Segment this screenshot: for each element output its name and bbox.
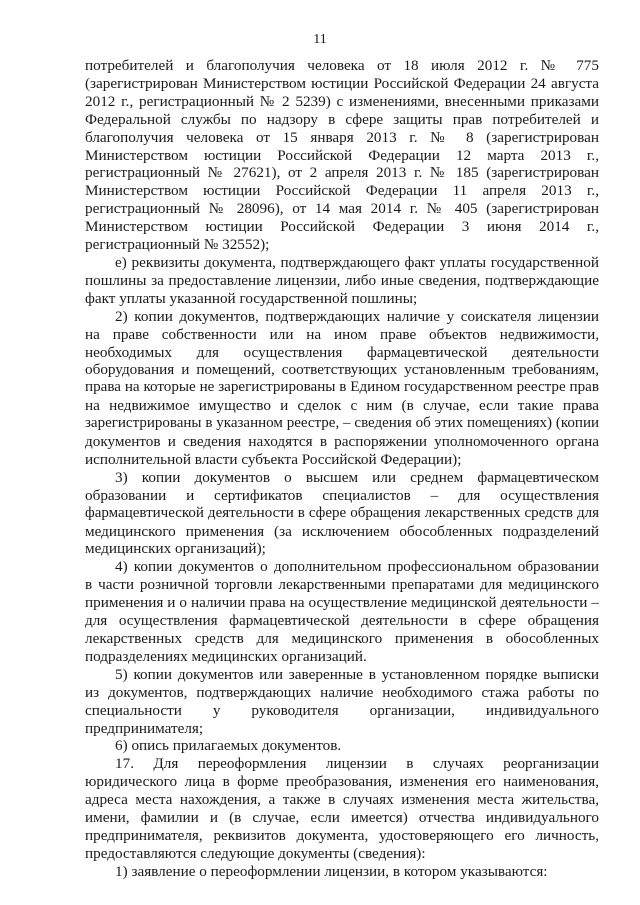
- text-line: образовании и сертификатов специалистов – для осуществления: [85, 486, 599, 504]
- text-line: пошлины за предоставление лицензии, либо иные сведения, подтверждающие: [85, 271, 599, 289]
- text-line: применения и о наличии права на осуществление медицинской деятельности –: [85, 594, 599, 612]
- text-line: 3) копии документов о высшем или среднем фармацевтическом: [115, 468, 599, 486]
- text-line: 5) копии документов или заверенные в установленном порядке выписки: [115, 665, 599, 683]
- text-line: регистрационный № 27621), от 2 апреля 2013 г. № 185 (зарегистрирован: [85, 164, 599, 182]
- text-line: специальности у руководителя организации, индивидуального: [85, 701, 599, 719]
- text-line: благополучия человека от 15 января 2013 г. № 8 (зарегистрирован: [85, 128, 599, 146]
- text-line: 4) копии документов о дополнительном профессиональном образовании: [115, 558, 599, 576]
- text-line: предпринимателя;: [85, 719, 204, 737]
- text-line: е) реквизиты документа, подтверждающего факт уплаты государственной: [115, 253, 599, 271]
- text-line: Федеральной службы по надзору в сфере защиты прав потребителей и: [85, 110, 599, 128]
- text-line: 6) опись прилагаемых документов.: [115, 737, 342, 755]
- text-line: предоставляются следующие документы (сведения):: [85, 844, 426, 862]
- text-line: на недвижимое имущество и сделок с ним (в случае, если такие права: [85, 397, 599, 415]
- text-line: регистрационный № 28096), от 14 мая 2014 г. № 405 (зарегистрирован: [85, 200, 599, 218]
- text-line: 2012 г., регистрационный № 2 5239) с изменениями, внесенными приказами: [85, 92, 599, 110]
- text-line: исполнительной власти субъекта Российской Федерации);: [85, 450, 462, 468]
- text-line: оборудования и помещений, соответствующих установленным требованиям,: [85, 361, 599, 379]
- text-line: необходимых для осуществления фармацевтической деятельности: [85, 343, 599, 361]
- text-line: 17. Для переоформления лицензии в случаях реорганизации: [115, 755, 599, 773]
- text-line: медицинских организаций);: [85, 540, 266, 558]
- text-line: 2) копии документов, подтверждающих наличие у соискателя лицензии: [115, 307, 599, 325]
- text-line: фармацевтической деятельности в сфере обращения лекарственных средств для: [85, 504, 599, 521]
- text-line: права на которые не зарегистрированы в Едином государственном реестре прав: [85, 379, 599, 396]
- text-line: потребителей и благополучия человека от 18 июля 2012 г. № 775: [85, 57, 599, 74]
- text-line: подразделениях медицинских организаций.: [85, 647, 367, 665]
- text-line: в части розничной торговли лекарственными препаратами для медицинского: [85, 576, 599, 594]
- text-line: (зарегистрирован Министерством юстиции Российской Федерации 24 августа: [85, 74, 599, 92]
- text-line: имени, фамилии и (в случае, если имеется) отчества индивидуального: [85, 809, 599, 827]
- text-line: Министерством юстиции Российской Федерации 3 июня 2014 г.,: [85, 218, 599, 236]
- text-line: лекарственных средств для медицинского применения в обособленных: [85, 630, 599, 647]
- text-line: регистрационный № 32552);: [85, 236, 270, 254]
- text-line: юридического лица в форме преобразования, изменения его наименования,: [85, 773, 599, 791]
- text-line: адреса места нахождения, а также в случаях изменения места жительства,: [85, 791, 599, 809]
- text-line: из документов, подтверждающих наличие необходимого стажа работы по: [85, 683, 599, 701]
- text-line: на праве собственности или на ином праве объектов недвижимости,: [85, 325, 599, 343]
- text-line: документов и сведения находятся в распоряжении уполномоченного органа: [85, 433, 599, 451]
- text-line: для осуществления фармацевтической деятельности в сфере обращения: [85, 612, 599, 630]
- page-number: 11: [313, 32, 327, 47]
- text-line: предпринимателя, реквизитов документа, удостоверяющего его личность,: [85, 826, 599, 844]
- document-body-text: [85, 57, 599, 881]
- text-line: 1) заявление о переоформлении лицензии, в котором указываются:: [115, 862, 548, 880]
- text-line: Министерством юстиции Российской Федерации 12 марта 2013 г.,: [85, 146, 599, 164]
- text-line: зарегистрированы в указанном реестре, – сведения об этих помещениях) (копии: [85, 415, 599, 432]
- text-line: Министерством юстиции Российской Федерации 11 апреля 2013 г.,: [85, 182, 599, 200]
- text-line: факт уплаты указанной государственной пошлины;: [85, 289, 418, 307]
- text-line: медицинского применения (за исключением обособленных подразделений: [85, 522, 599, 540]
